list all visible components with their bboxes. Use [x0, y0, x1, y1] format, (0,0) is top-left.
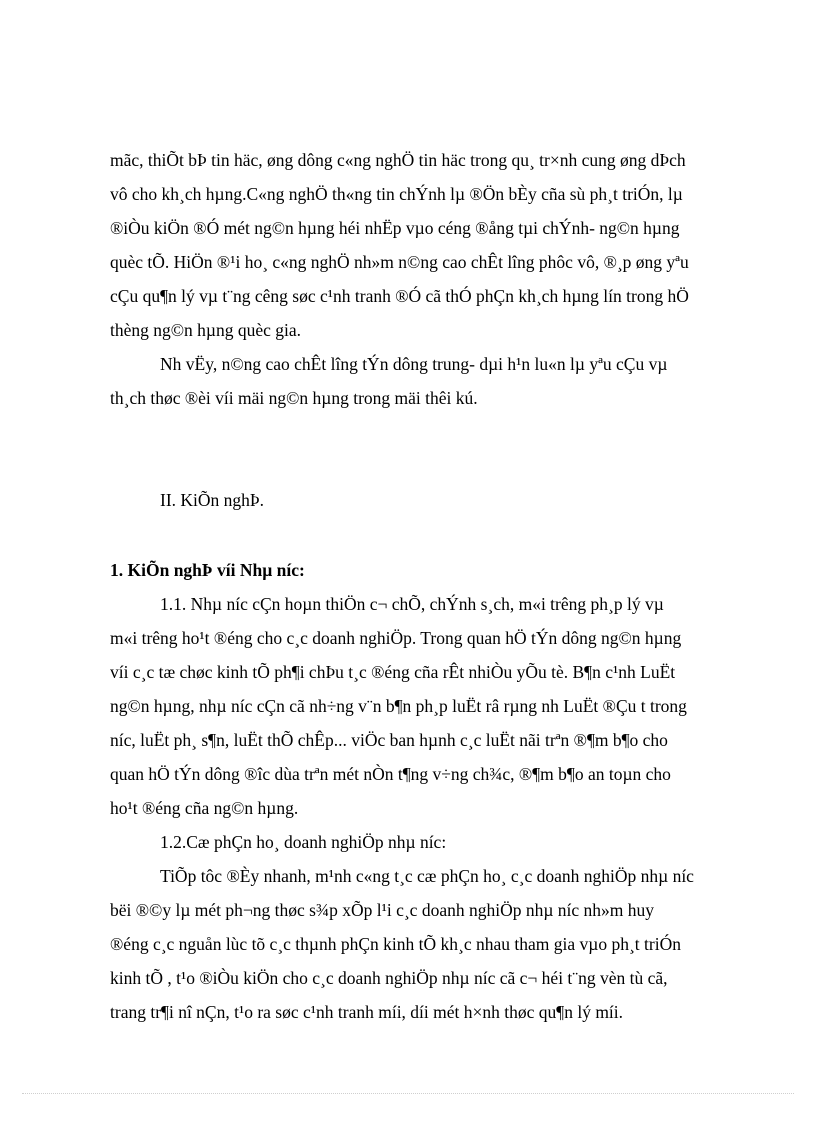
body-line: ho¹t ®éng cña ng©n hµng.	[110, 798, 299, 818]
body-line: ®éng c¸c nguån lùc tõ c¸c thµnh phÇn kinh tÕ kh¸c nhau tham gia vµo ph¸t triÓn	[110, 934, 681, 954]
body-line: bëi ®©y lµ mét ph¬ng thøc s¾p xÕp l¹i c¸c doanh nghiÖp nhµ níc nh»m huy	[110, 900, 655, 920]
page-bottom-divider	[22, 1093, 794, 1094]
subsection-title: 1.2.Cæ phÇn ho¸ doanh nghiÖp nhµ níc:	[160, 832, 447, 852]
paragraph-start-line: Nh vËy, n©ng cao chÊt lîng tÝn dông trung- dµi h¹n lu«n lµ yªu cÇu vµ	[160, 354, 668, 374]
body-line: kinh tÕ , t¹o ®iÒu kiÖn cho c¸c doanh nghiÖp nhµ níc cã c¬ héi t¨ng vèn tù cã,	[110, 968, 668, 988]
paragraph-start-line: TiÕp tôc ®Èy nhanh, m¹nh c«ng t¸c cæ phÇn ho¸ c¸c doanh nghiÖp nhµ níc	[160, 866, 694, 886]
section-heading: II. KiÕn nghÞ.	[160, 490, 265, 510]
body-line: trang tr¶i nî nÇn, t¹o ra søc c¹nh tranh míi, díi mét h×nh thøc qu¶n lý míi.	[110, 1002, 624, 1022]
body-line: thèng ng©n hµng quèc gia.	[110, 320, 302, 340]
body-line: th¸ch thøc ®èi víi mäi ng©n hµng trong mäi thêi kú.	[110, 388, 478, 408]
body-line: víi c¸c tæ chøc kinh tÕ ph¶i chÞu t¸c ®éng cña rÊt nhiÒu yÕu tè. B¶n c¹nh LuËt	[110, 662, 676, 682]
body-line: vô cho kh¸ch hµng.C«ng nghÖ th«ng tin chÝnh lµ ®Ön bÈy cña sù ph¸t triÓn, lµ	[110, 184, 683, 204]
body-line: quèc tÕ. HiÖn ®¹i ho¸ c«ng nghÖ nh»m n©ng cao chÊt lîng phôc vô, ®¸p øng yªu	[110, 252, 689, 272]
subsection-heading: 1. KiÕn nghÞ víi Nhµ níc:	[110, 560, 305, 580]
paragraph-start-line: 1.1. Nhµ níc cÇn hoµn thiÖn c¬ chÕ, chÝnh s¸ch, m«i trêng ph¸p lý vµ	[160, 594, 664, 614]
body-line: m«i trêng ho¹t ®éng cho c¸c doanh nghiÖp. Trong quan hÖ tÝn dông ng©n hµng	[110, 628, 682, 648]
body-line: cÇu qu¶n lý vµ t¨ng cêng søc c¹nh tranh ®Ó cã thÓ phÇn kh¸ch hµng lín trong hÖ	[110, 286, 689, 306]
body-line: ng©n hµng, nhµ níc cÇn cã nh÷ng v¨n b¶n ph¸p luËt râ rµng nh LuËt ®Çu t trong	[110, 696, 687, 716]
body-line: quan hÖ tÝn dông ®îc dùa trªn mét nÒn t¶ng v÷ng ch¾c, ®¶m b¶o an toµn cho	[110, 764, 671, 784]
body-line: mãc, thiÕt bÞ tin häc, øng dông c«ng nghÖ tin häc trong qu¸ tr×nh cung øng dÞch	[110, 150, 686, 170]
body-line: níc, luËt ph¸ s¶n, luËt thÕ chÊp... viÖc ban hµnh c¸c luËt nãi trªn ®¶m b¶o cho	[110, 730, 668, 750]
body-line: ®iÒu kiÖn ®Ó mét ng©n hµng héi nhËp vµo céng ®ång tµi chÝnh- ng©n hµng	[110, 218, 680, 238]
